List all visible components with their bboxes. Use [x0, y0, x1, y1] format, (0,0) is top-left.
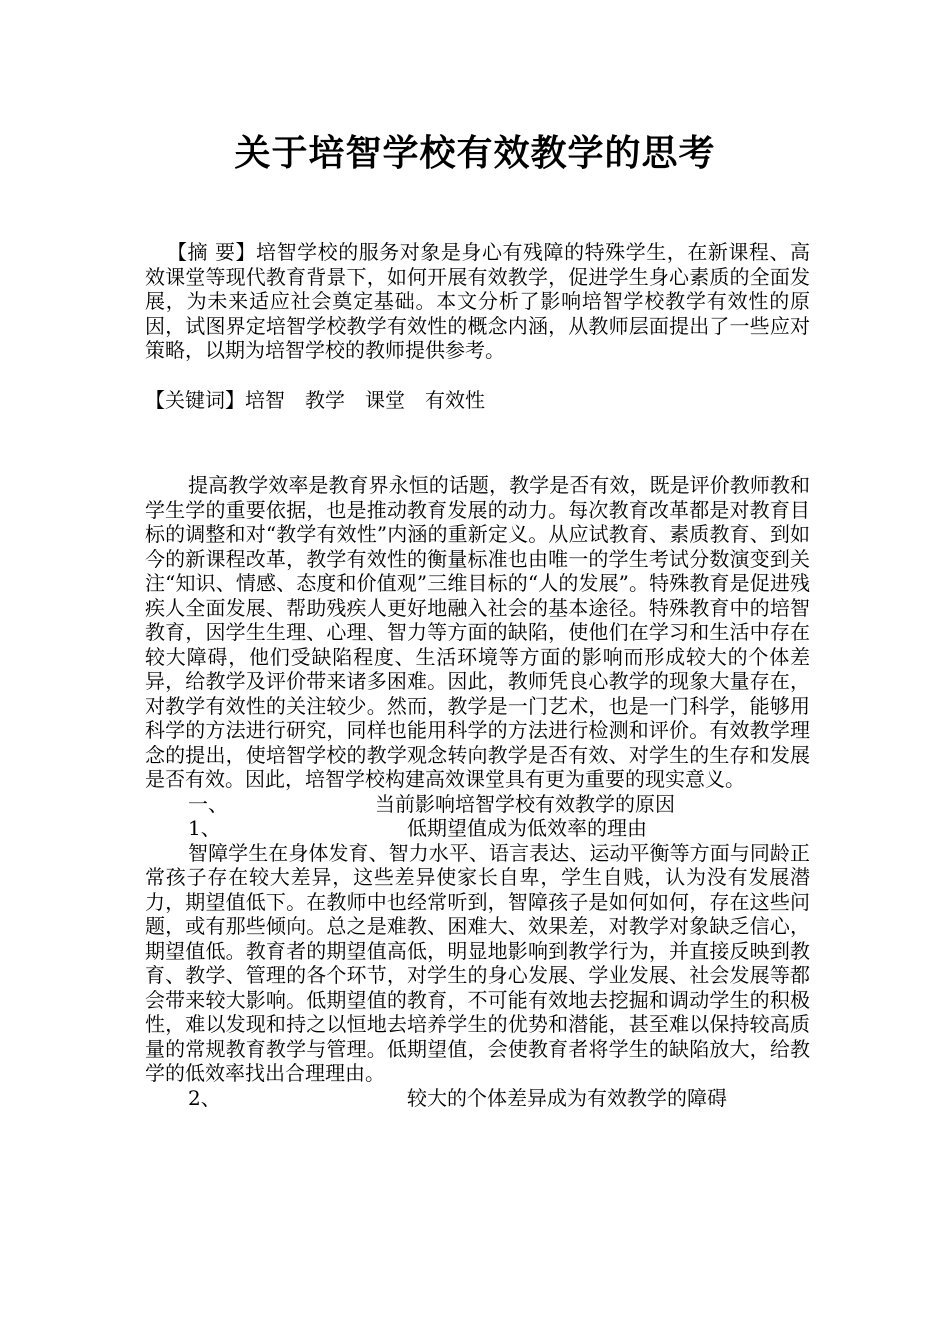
body-text [145, 473, 810, 1110]
keywords-line [145, 388, 505, 413]
subsection-paragraph: 智障学生在身体发育、智力水平、语言表达、运动平衡等方面与同龄正常孩子存在较大差异，这些差异使家长自卑，学生自贱，认为没有发展潜力，期望值低下。在教师中也经常听到，智障孩子是如何如何，存在这些问题，或有那些倾向。总之是难教、困难大、效果差，对教学对象缺乏信心，期望值低。教育者的期望值高低，明显地影响到教学行为，并直接反映到教育、教学、管理的各个环节，对学生的身心发展、学业发展、社会发展等都会带来较大影响。低期望值的教育，不可能有效地去挖掘和调动学生的积极性，难以发现和持之以恒地去培养学生的优势和潜能，甚至难以保持较高质量的常规教育教学与管理。低期望值，会使教育者将学生的缺陷放大，给教学的低效率找出合理理由。 [145, 840, 810, 1085]
abstract-label: 【摘 要】 [167, 240, 257, 264]
subsection-heading-text: 低期望值成为低效率的理由 [407, 816, 647, 840]
subsection-number: 1、 [188, 816, 221, 840]
subsection-number: 2、 [188, 1085, 221, 1110]
keyword-term: 教学 [305, 388, 345, 412]
subsection-heading-text: 较大的个体差异成为有效教学的障碍 [407, 1085, 727, 1110]
keyword-term: 课堂 [365, 388, 405, 412]
document-title: 关于培智学校有效教学的思考 [234, 133, 716, 174]
section-heading-text: 当前影响培智学校有效教学的原因 [375, 791, 675, 816]
abstract-paragraph [145, 240, 810, 363]
keyword-term: 有效性 [425, 388, 485, 412]
section-heading [145, 792, 810, 817]
keywords-label: 【关键词】 [145, 388, 245, 412]
intro-paragraph: 提高教学效率是教育界永恒的话题，教学是否有效，既是评价教师教和学生学的重要依据，也是推动教育发展的动力。每次教育改革都是对教育目标的调整和对“教学有效性”内涵的重新定义。从应试教育、素质教育、到如今的新课程改革，教学有效性的衡量标准也由唯一的学生考试分数演变到关注“知识、情感、态度和价值观”三维目标的“人的发展”。特殊教育是促进残疾人全面发展、帮助残疾人更好地融入社会的基本途径。特殊教育中的培智教育，因学生生理、心理、智力等方面的缺陷，使他们在学习和生活中存在较大障碍，他们受缺陷程度、生活环境等方面的影响而形成较大的个体差异，给教学及评价带来诸多困难。因此，教师凭良心教学的现象大量存在，对教学有效性的关注较少。然而，教学是一门艺术，也是一门科学，能够用科学的方法进行研究，同样也能用科学的方法进行检测和评价。有效教学理念的提出，使培智学校的教学观念转向教学是否有效、对学生的生存和发展是否有效。因此，培智学校构建高效课堂具有更为重要的现实意义。 [145, 473, 810, 791]
abstract-text: 培智学校的服务对象是身心有残障的特殊学生，在新课程、高效课堂等现代教育背景下，如何开展有效教学，促进学生身心素质的全面发展，为未来适应社会奠定基础。本文分析了影响培智学校教学有效性的原因，试图界定培智学校教学有效性的概念内涵，从教师层面提出了一些应对策略，以期为培智学校的教师提供参考。 [145, 240, 811, 362]
keyword-term: 培智 [245, 388, 285, 412]
subsection-heading [145, 1086, 810, 1111]
subsection-heading [145, 816, 810, 841]
section-number: 一、 [188, 791, 228, 816]
